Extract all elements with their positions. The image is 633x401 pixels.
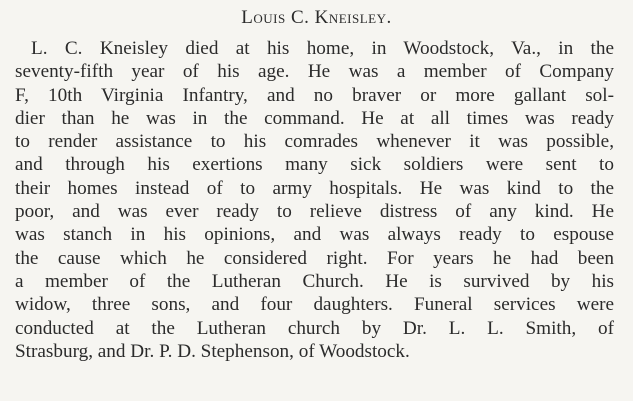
body-line: was stanch in his opinions, and was always ready to espouse bbox=[15, 224, 614, 246]
obituary-body bbox=[15, 37, 614, 363]
body-line: Strasburg, and Dr. P. D. Stephenson, of Woodstock. bbox=[15, 340, 410, 362]
body-line: widow, three sons, and four daughters. Funeral services were bbox=[15, 294, 614, 316]
body-line: seventy-fifth year of his age. He was a member of Company bbox=[15, 61, 614, 83]
body-line: to render assistance to his comrades whenever it was possible, bbox=[15, 131, 614, 153]
body-line: their homes instead of to army hospitals. He was kind to the bbox=[15, 177, 614, 199]
body-line: and through his exertions many sick soldiers were sent to bbox=[15, 154, 614, 176]
obituary-title: Louis C. Kneisley. bbox=[241, 7, 392, 28]
body-line: poor, and was ever ready to relieve distress of any kind. He bbox=[15, 201, 614, 223]
body-line: L. C. Kneisley died at his home, in Woodstock, Va., in the bbox=[31, 38, 614, 59]
body-line: dier than he was in the command. He at all times was ready bbox=[15, 107, 614, 129]
body-line: F, 10th Virginia Infantry, and no braver or more gallant sol- bbox=[15, 84, 614, 106]
body-line: a member of the Lutheran Church. He is survived by his bbox=[15, 270, 614, 292]
body-line: conducted at the Lutheran church by Dr. L. L. Smith, of bbox=[15, 317, 614, 339]
body-line: the cause which he considered right. For years he had been bbox=[15, 247, 614, 269]
